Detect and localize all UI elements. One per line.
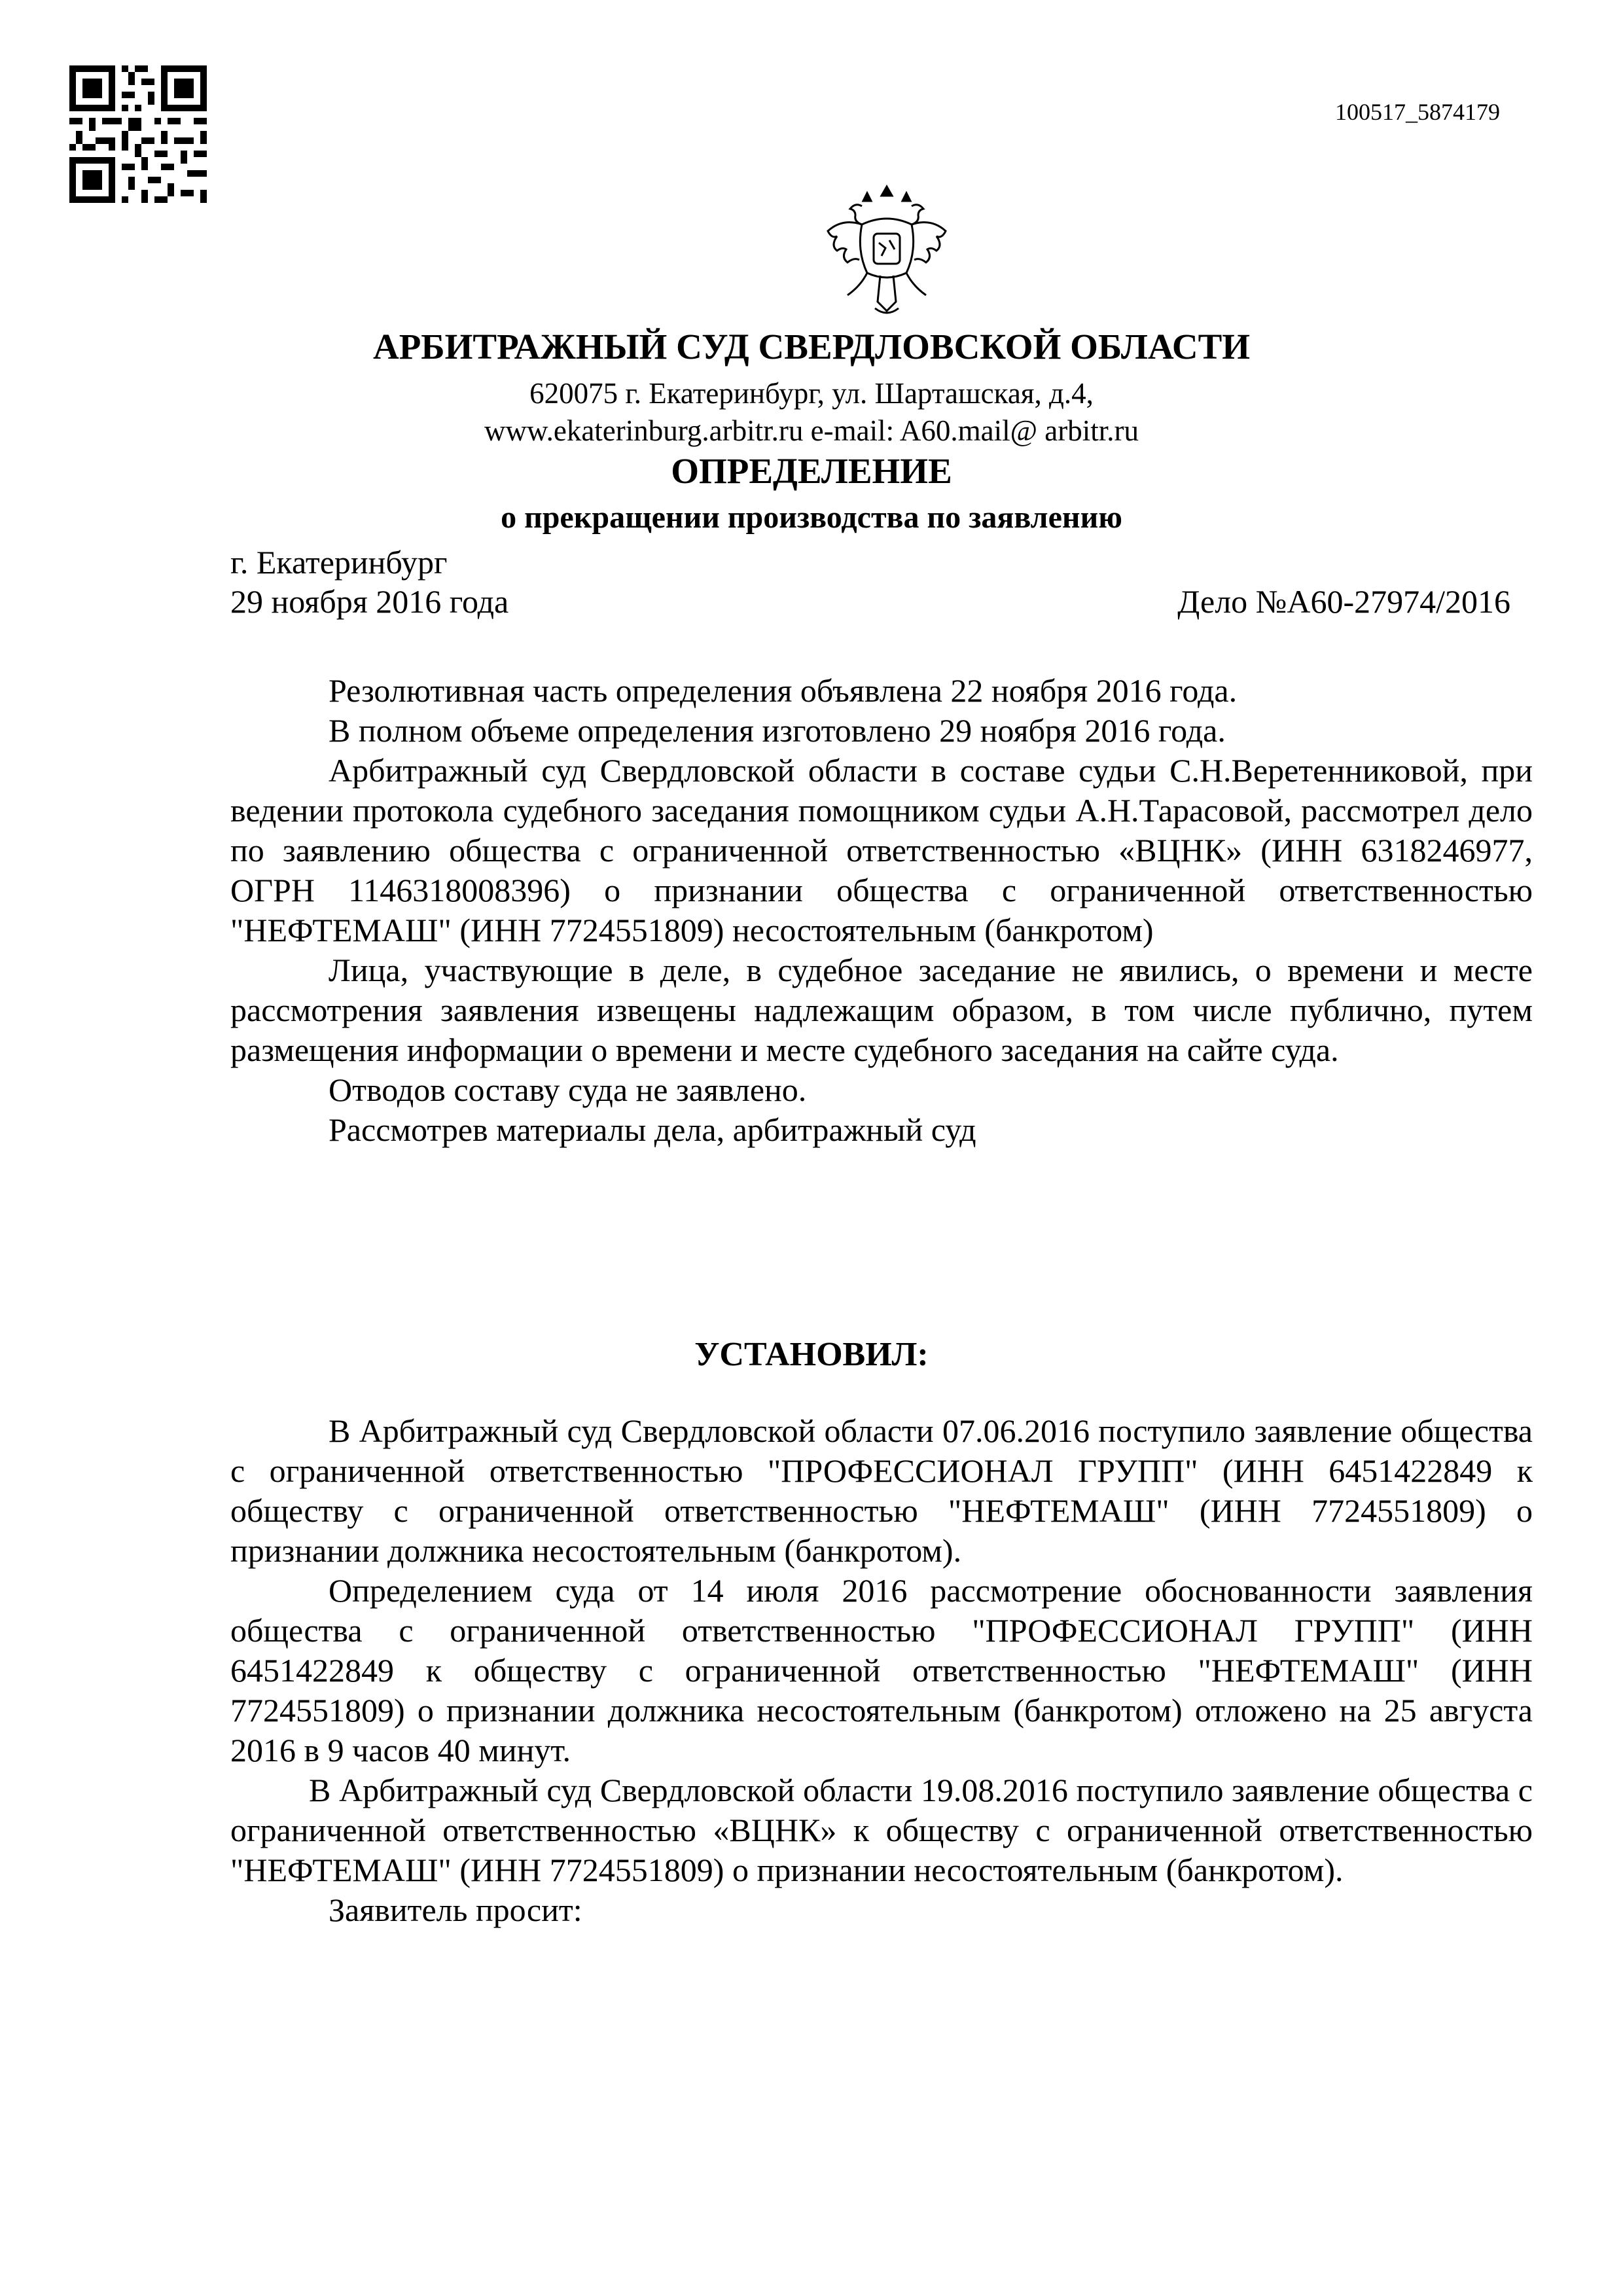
section-heading: УСТАНОВИЛ: bbox=[694, 1336, 929, 1373]
paragraph: Рассмотрев материалы дела, арбитражный суд bbox=[329, 1111, 976, 1148]
document-date: 29 ноября 2016 года bbox=[230, 583, 509, 620]
paragraph: Лица, участвующие в деле, в судебное заседание не явились, о времени и месте рассмотрения заявления извещены надлежащим образом, в том числе публично, путем размещения информации о времени и месте судебного заседания на сайте суда. bbox=[230, 952, 1533, 1068]
document-subject: о прекращении производства по заявлению bbox=[501, 500, 1122, 535]
paragraph: Заявитель просит: bbox=[329, 1892, 582, 1928]
paragraph: В Арбитражный суд Свердловской области 07.06.2016 поступило заявление общества с ограниченной ответственностью "ПРОФЕССИОНАЛ ГРУПП" (ИНН 6451422849 к обществу с ограниченной ответственностью "НЕФТЕМАШ" (ИНН 7724551809) о признании должника несостоятельным (банкротом). bbox=[230, 1412, 1533, 1569]
paragraph: Арбитражный суд Свердловской области в составе судьи С.Н.Веретенниковой, при ведении протокола судебного заседания помощником судьи А.Н.Тарасовой, рассмотрел дело по заявлению общества с ограниченной ответственностью «ВЦНК» (ИНН 6318246977, ОГРН 1146318008396) о признании общества с ограниченной ответственностью "НЕФТЕМАШ" (ИНН 7724551809) несостоятельным (банкротом) bbox=[230, 752, 1533, 948]
qr-code bbox=[69, 65, 207, 203]
court-name: АРБИТРАЖНЫЙ СУД СВЕРДЛОВСКОЙ ОБЛАСТИ bbox=[372, 327, 1251, 367]
body-section-intro bbox=[230, 671, 1533, 1150]
paragraph: Резолютивная часть определения объявлена 22 ноября 2016 года. bbox=[329, 672, 1238, 709]
paragraph: В полном объеме определения изготовлено 29 ноября 2016 года. bbox=[329, 712, 1226, 749]
paragraph: Определением суда от 14 июля 2016 рассмотрение обоснованности заявления общества с ограниченной ответственностью "ПРОФЕССИОНАЛ ГРУПП" (ИНН 6451422849 к обществу с ограниченной ответственностью "НЕФТЕМАШ" (ИНН 7724551809) о признании должника несостоятельным (банкротом) отложено на 25 августа 2016 в 9 часов 40 минут. bbox=[230, 1572, 1533, 1768]
coat-of-arms-icon bbox=[821, 180, 952, 327]
document-type: ОПРЕДЕЛЕНИЕ bbox=[671, 451, 952, 491]
document-id: 100517_5874179 bbox=[1335, 99, 1500, 125]
document-city: г. Екатеринбург bbox=[230, 544, 448, 581]
paragraph: Отводов составу суда не заявлено. bbox=[329, 1071, 807, 1108]
body-section-findings bbox=[230, 1411, 1533, 1930]
case-number: Дело №А60-27974/2016 bbox=[1177, 583, 1510, 620]
paragraph: В Арбитражный суд Свердловской области 19.08.2016 поступило заявление общества с ограниченной ответственностью «ВЦНК» к обществу с ограниченной ответственностью "НЕФТЕМАШ" (ИНН 7724551809) о признании несостоятельным (банкротом). bbox=[230, 1772, 1533, 1888]
court-contacts: www.ekaterinburg.arbitr.ru e-mail: A60.mail@ arbitr.ru bbox=[484, 414, 1139, 447]
court-address: 620075 г. Екатеринбург, ул. Шарташская, д.4, bbox=[529, 377, 1094, 410]
